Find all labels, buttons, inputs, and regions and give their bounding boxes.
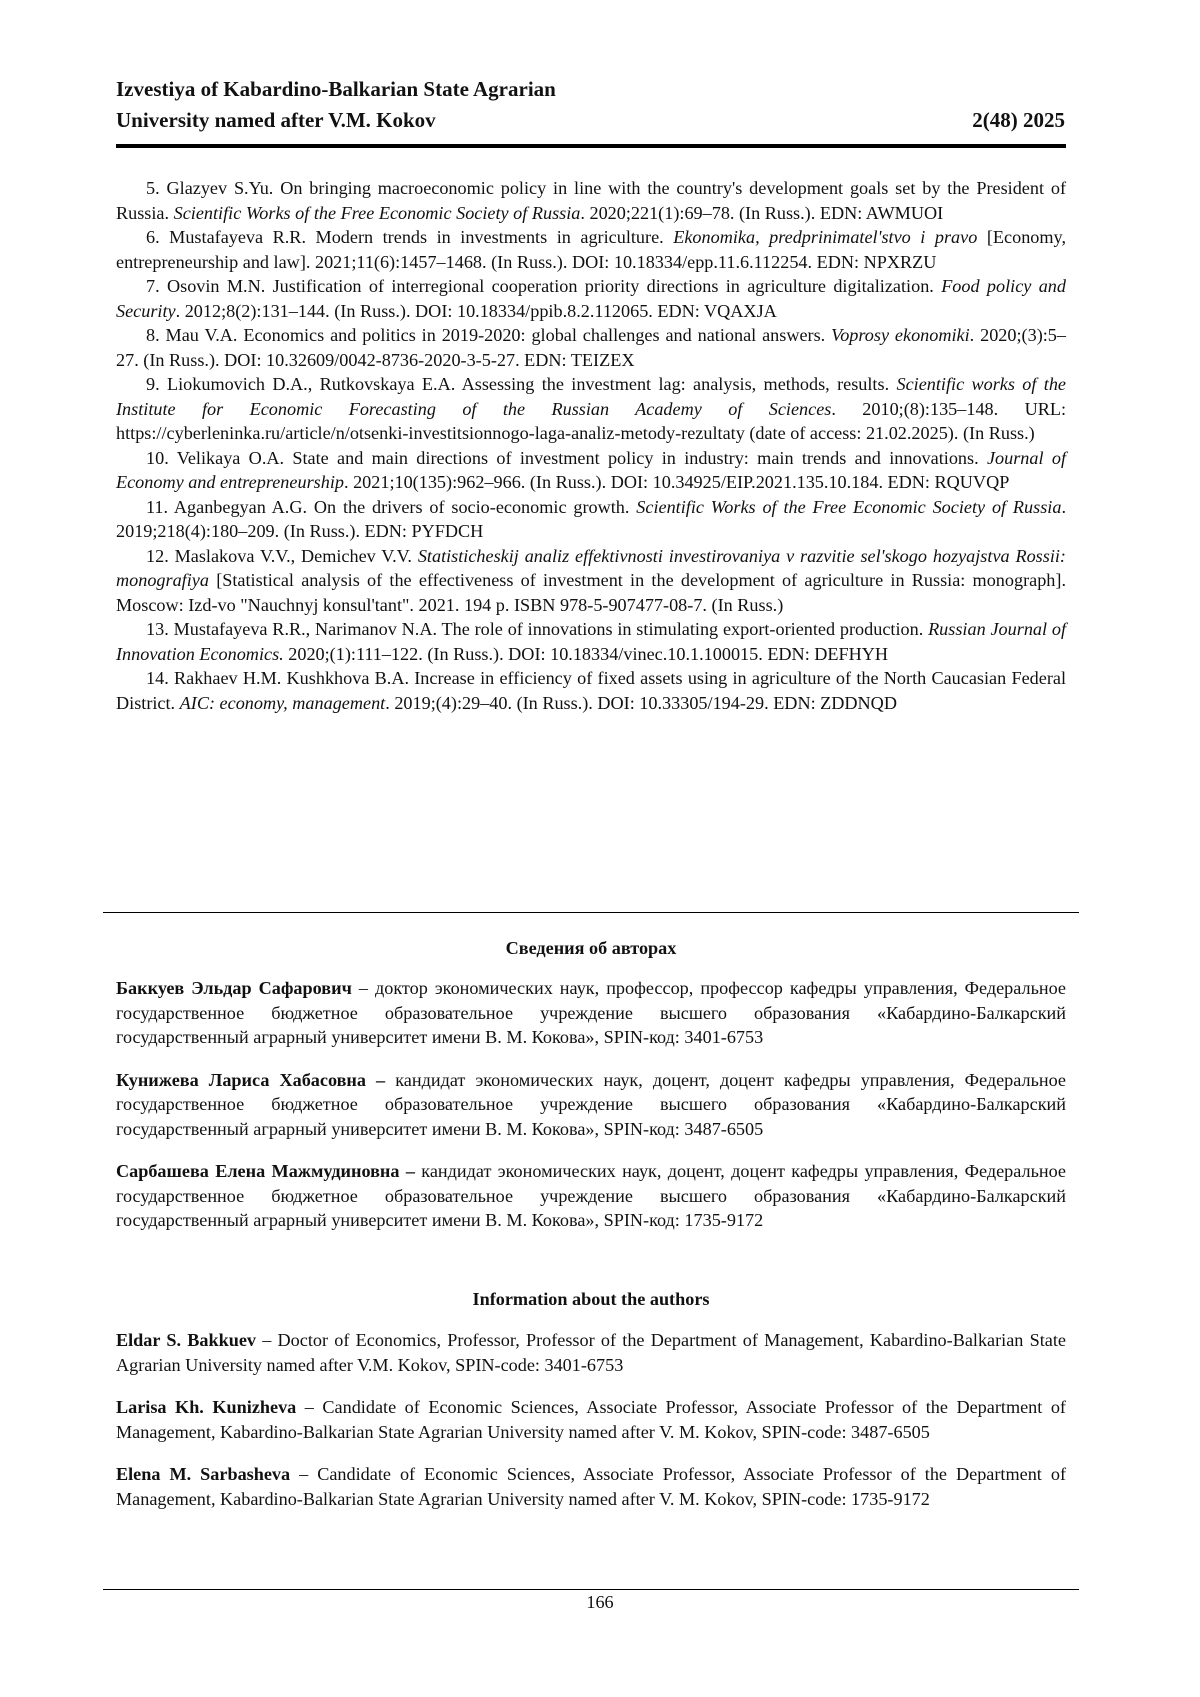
footer-rule — [103, 1589, 1079, 1590]
reference-item: 11. Aganbegyan A.G. On the drivers of socio-economic growth. Scientific Works of the Free Economic Society of Russia. 2019;218(4):180–209. (In Russ.). EDN: PYFDCH — [116, 495, 1066, 544]
reference-list — [116, 176, 1066, 715]
author-entry: Баккуев Эльдар Сафарович – доктор экономических наук, профессор, профессор кафедры управления, Федеральное государственное бюджетное образовательное учреждение высшего образования «Кабардино-Балкарский государственный аграрный университет имени В. М. Кокова», SPIN-код: 3401-6753 — [116, 976, 1066, 1050]
authors-en-heading: Information about the authors — [116, 1287, 1066, 1311]
running-header — [116, 74, 1065, 136]
issue-number: 2(48) 2025 — [972, 105, 1065, 136]
header-rule — [116, 144, 1066, 148]
reference-item: 7. Osovin M.N. Justification of interregional cooperation priority directions in agriculture digitalization. Food policy and Security. 2012;8(2):131–144. (In Russ.). DOI: 10.18334/ppib.8.2.112065. EDN: VQAXJA — [116, 274, 1066, 323]
reference-item: 9. Liokumovich D.A., Rutkovskaya E.A. Assessing the investment lag: analysis, methods, results. Scientific works of the Institute for Economic Forecasting of the Russian Academy of Sciences. 2010;(8):135–148. URL: https://cyberleninka.ru/article/n/otsenki-investitsionnogo-laga-analiz-metody-rezultaty (date of access: 21.02.2025). (In Russ.) — [116, 372, 1066, 446]
author-entry: Elena M. Sarbasheva – Candidate of Economic Sciences, Associate Professor, Associate Professor of the Department of Management, Kabardino-Balkarian State Agrarian University named after V. M. Kokov, SPIN-code: 1735-9172 — [116, 1462, 1066, 1511]
authors-en-section — [116, 1287, 1066, 1511]
author-entry: Eldar S. Bakkuev – Doctor of Economics, Professor, Professor of the Department of Management, Kabardino-Balkarian State Agrarian University named after V.M. Kokov, SPIN-code: 3401-6753 — [116, 1328, 1066, 1377]
reference-item: 10. Velikaya O.A. State and main directions of investment policy in industry: main trends and innovations. Journal of Economy and entrepreneurship. 2021;10(135):962–966. (In Russ.). DOI: 10.34925/EIP.2021.135.10.184. EDN: RQUVQP — [116, 446, 1066, 495]
reference-item: 12. Maslakova V.V., Demichev V.V. Statisticheskij analiz effektivnosti investirovaniya v razvitie sel'skogo hozyajstva Rossii: monografiya [Statistical analysis of the effectiveness of investment in the development of agriculture in Russia: monograph]. Moscow: Izd-vo "Nauchnyj konsul'tant". 2021. 194 p. ISBN 978-5-907477-08-7. (In Russ.) — [116, 544, 1066, 618]
section-divider — [103, 912, 1079, 913]
authors-ru-heading: Сведения об авторах — [116, 936, 1066, 960]
author-entry: Кунижева Лариса Хабасовна – кандидат экономических наук, доцент, доцент кафедры управления, Федеральное государственное бюджетное образовательное учреждение высшего образования «Кабардино-Балкарский государственный аграрный университет имени В. М. Кокова», SPIN-код: 3487-6505 — [116, 1068, 1066, 1142]
journal-title-line1: Izvestiya of Kabardino-Balkarian State Agrarian — [116, 74, 1065, 105]
page-number: 166 — [0, 1592, 1200, 1613]
author-entry: Сарбашева Елена Мажмудиновна – кандидат экономических наук, доцент, доцент кафедры управления, Федеральное государственное бюджетное образовательное учреждение высшего образования «Кабардино-Балкарский государственный аграрный университет имени В. М. Кокова», SPIN-код: 1735-9172 — [116, 1159, 1066, 1233]
journal-title-line2: University named after V.M. Kokov — [116, 105, 436, 136]
reference-item: 14. Rakhaev H.M. Kushkhova B.A. Increase in efficiency of fixed assets using in agriculture of the North Caucasian Federal District. AIC: economy, management. 2019;(4):29–40. (In Russ.). DOI: 10.33305/194-29. EDN: ZDDNQD — [116, 666, 1066, 715]
reference-item: 5. Glazyev S.Yu. On bringing macroeconomic policy in line with the country's development goals set by the President of Russia. Scientific Works of the Free Economic Society of Russia. 2020;221(1):69–78. (In Russ.). EDN: AWMUOI — [116, 176, 1066, 225]
reference-item: 13. Mustafayeva R.R., Narimanov N.A. The role of innovations in stimulating export-oriented production. Russian Journal of Innovation Economics. 2020;(1):111–122. (In Russ.). DOI: 10.18334/vinec.10.1.100015. EDN: DEFHYH — [116, 617, 1066, 666]
author-entry: Larisa Kh. Kunizheva – Candidate of Economic Sciences, Associate Professor, Associate Professor of the Department of Management, Kabardino-Balkarian State Agrarian University named after V. M. Kokov, SPIN-code: 3487-6505 — [116, 1395, 1066, 1444]
reference-item: 6. Mustafayeva R.R. Modern trends in investments in agriculture. Ekonomika, predprinimatel'stvo i pravo [Economy, entrepreneurship and law]. 2021;11(6):1457–1468. (In Russ.). DOI: 10.18334/epp.11.6.112254. EDN: NPXRZU — [116, 225, 1066, 274]
reference-item: 8. Mau V.A. Economics and politics in 2019-2020: global challenges and national answers. Voprosy ekonomiki. 2020;(3):5–27. (In Russ.). DOI: 10.32609/0042-8736-2020-3-5-27. EDN: TEIZEX — [116, 323, 1066, 372]
authors-ru-section — [116, 936, 1066, 1233]
